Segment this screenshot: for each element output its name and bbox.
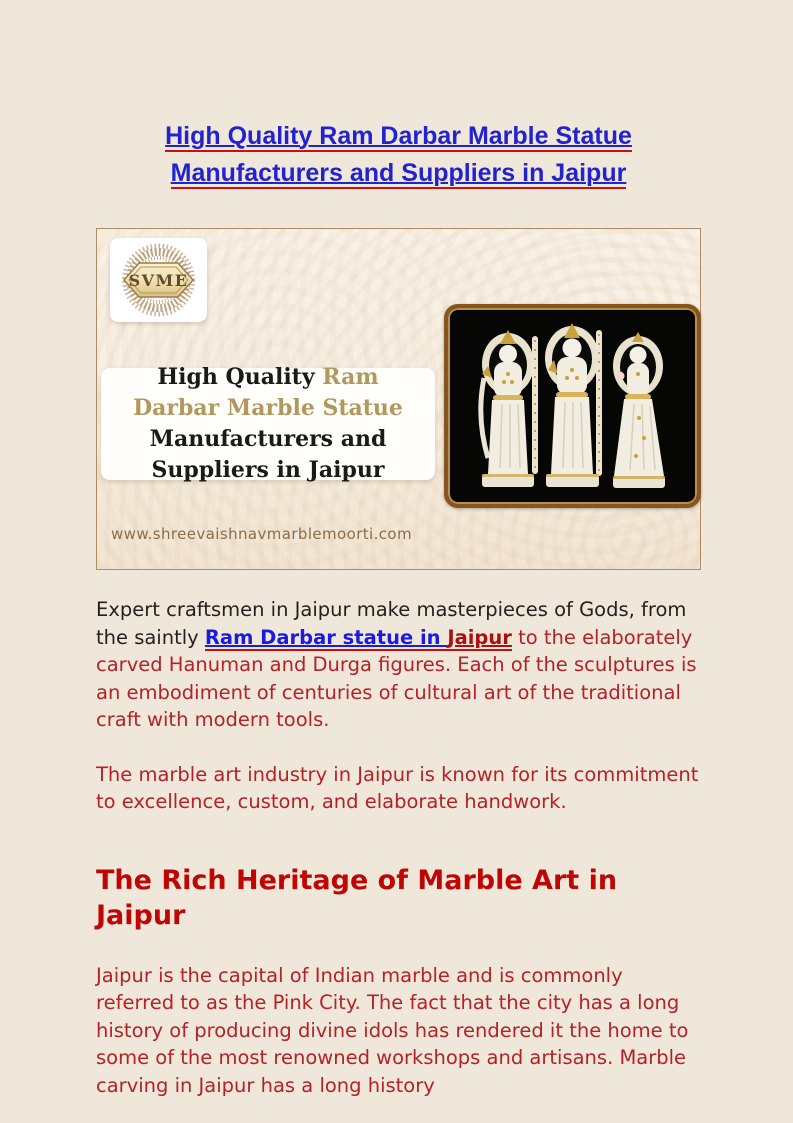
doc-title-line2[interactable]: Manufacturers and Suppliers in Jaipur [170,159,627,187]
banner-heading [111,362,425,486]
banner-heading-prefix: High Quality [157,364,323,390]
paragraph-intro [96,596,701,734]
doc-title-line1[interactable]: High Quality Ram Darbar Marble Statue [165,122,632,150]
doc-title-row2 [96,155,701,192]
ram-darbar-statue-image [444,304,701,508]
paragraph-intro-red: to the elaborately carved Hanuman and Durga figures. Each of the sculptures is an embodiment of centuries of cultural art of the traditional craft with modern tools. [96,625,697,731]
svme-logo-ornament-icon [110,238,207,322]
doc-title-row1 [96,118,701,155]
link-text-blue[interactable]: Ram Darbar statue in [204,625,448,649]
svme-logo-text: SVME [128,271,189,290]
link-text-red[interactable]: Jaipur [447,625,512,649]
svme-logo [110,238,207,322]
paragraph-intro-black: Expert craftsmen in Jaipur make masterpieces of Gods, from the saintly [96,598,687,649]
banner-heading-suffix: Manufacturers and Suppliers in Jaipur [149,426,387,483]
ram-darbar-statues-icon [448,308,697,504]
banner-heading-highlight: Ram Darbar Marble Statue [133,364,403,421]
paragraph-heritage: Jaipur is the capital of Indian marble and is commonly referred to as the Pink City. The fact that the city has a long history of producing divine idols has rendered it the home to some of the most renowned workshops and artisans. Marble carving in Jaipur has a long history [96,963,689,1097]
section-heading: The Rich Heritage of Marble Art in Jaipur [96,864,618,931]
doc-title-link[interactable] [96,118,701,192]
website-url: www.shreevaishnavmarblemoorti.com [111,525,413,543]
ram-darbar-statue-link[interactable] [205,626,512,651]
page-content [96,0,701,1123]
paragraph-industry: The marble art industry in Jaipur is known for its commitment to excellence, custom, and elaborate handwork. [96,762,699,813]
banner-heading-card [101,364,435,483]
promo-banner [96,228,701,570]
